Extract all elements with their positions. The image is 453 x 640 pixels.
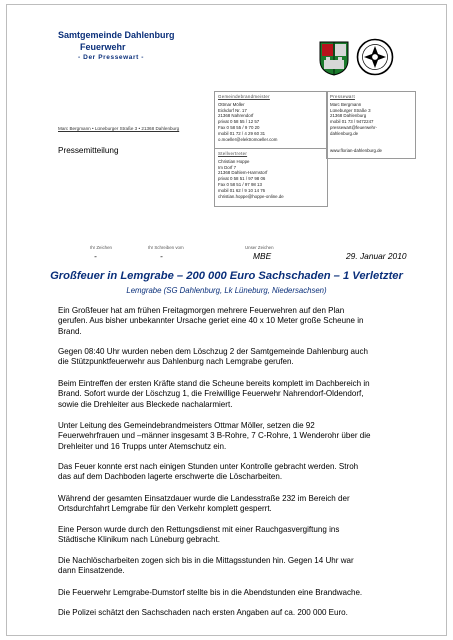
paragraph-6 — [58, 494, 412, 515]
website-link[interactable]: www.florian-dahlenburg.de — [330, 147, 382, 153]
ref-label-ihr-zeichen: Ihr Zeichen — [90, 245, 112, 250]
text-line: Beim Eintreffen der ersten Kräfte stand die Scheune bereits komplett im Dachbereich in — [58, 379, 370, 388]
ref-value-ihr-schreiben: - — [160, 251, 163, 261]
document-date: 29. Januar 2010 — [346, 251, 407, 261]
text-line: gerufen. Aus bisher unbekannter Ursache geriet eine 40 x 10 Meter große Scheune in — [58, 316, 364, 326]
ref-label-ihr-schreiben: Ihr Schreiben vom — [148, 245, 184, 250]
text-line: Die Feuerwehr Lemgrabe-Dumstorf stellte bis in die Abendstunden eine Brandwache. — [58, 588, 363, 597]
contact-line: mobil 01 72 / 4 29 60 31 — [218, 130, 266, 136]
paragraph-2 — [58, 347, 412, 368]
paragraph-3 — [58, 379, 412, 410]
text-line: Ein Großfeuer hat am frühen Freitagmorgen mehrere Feuerwehren auf den Plan — [58, 306, 345, 315]
article-subtitle: Lemgrabe (SG Dahlenburg, Lk Lüneburg, Niedersachsen) — [126, 286, 327, 295]
contact-line: privat 0 58 51 / 97 98 06 — [218, 176, 266, 182]
contact-line: 21368 Nahrendorf — [218, 113, 254, 119]
org-name: Samtgemeinde Dahlenburg — [58, 30, 175, 40]
paragraph-4 — [58, 421, 412, 452]
text-line: Die Polizei schätzt den Sachschaden nach ersten Angaben auf ca. 200 000 Euro. — [58, 608, 348, 617]
contact-heading: Pressewart — [330, 94, 355, 99]
contact-heading: Stellvertreter — [218, 151, 248, 156]
fire-brigade-emblem-icon — [356, 38, 394, 76]
text-line: Die Nachlöscharbeiten zogen sich bis in die Mittagsstunden hin. Gegen 14 Uhr war — [58, 556, 354, 565]
org-role: - Der Pressewart - — [78, 54, 145, 61]
text-line: Ortsdurchfahrt Lemgrabe für den Verkehr komplett gesperrt. — [58, 504, 272, 514]
org-unit: Feuerwehr — [80, 42, 126, 52]
contact-pressewart — [330, 94, 382, 153]
contact-gemeindebrandmeister — [218, 94, 277, 142]
text-line: Brand. — [58, 326, 82, 336]
contact-line: Im Dorf 7 — [218, 164, 237, 170]
text-line: Während der gesamten Einsatzdauer wurde die Landesstraße 232 im Bereich der — [58, 494, 350, 503]
ref-label-unser-zeichen: Unser Zeichen — [245, 245, 274, 250]
text-line: Drehleiter und 16 Trupps unter Atemschutz ein. — [58, 441, 227, 451]
contact-line: 21368 Dahlenburg — [330, 113, 367, 119]
contact-heading: Gemeindebrandmeister — [218, 94, 270, 99]
text-line: Eine Person wurde durch den Rettungsdienst mit einer Rauchgasvergiftung ins — [58, 525, 340, 534]
text-line: Gegen 08:40 Uhr wurden neben dem Löschzug 2 der Samtgemeinde Dahlenburg auch — [58, 347, 369, 356]
paragraph-1 — [58, 306, 412, 337]
text-line: Das Feuer konnte erst nach einigen Stunden unter Kontrolle gebracht werden. Stroh — [58, 462, 359, 471]
paragraph-7 — [58, 525, 412, 546]
contact-email[interactable]: dahlenburg.de — [330, 130, 359, 136]
contact-line: Christian Hoppe — [218, 158, 250, 164]
ref-value-unser-zeichen: MBE — [253, 251, 272, 261]
text-line: das auf dem Dachboden lagerte erschwerte die Löscharbeiten. — [58, 472, 283, 482]
contact-line: privat 0 58 55 / 12 57 — [218, 119, 260, 125]
text-line: Unter Leitung des Gemeindebrandmeisters Ottmar Möller, setzen die 92 — [58, 421, 315, 430]
contacts-divider — [214, 148, 326, 149]
contact-line: Marc Bergmann — [330, 101, 362, 107]
contact-email[interactable]: christian.hoppe@hoppe-online.de — [218, 193, 284, 199]
ref-value-ihr-zeichen: - — [94, 251, 97, 261]
text-line: sowie die Drehleiter aus Bleckede nachalarmiert. — [58, 399, 233, 409]
text-line: dann Einsatzende. — [58, 566, 125, 576]
contact-line: Fax 0 58 55 / 9 70 20 — [218, 124, 260, 130]
contact-line: mobil 01 62 / 9 10 14 76 — [218, 187, 266, 193]
contact-email[interactable]: pressewart@feuerwehr- — [330, 124, 377, 130]
contact-line: Fax 0 58 51 / 97 98 13 — [218, 181, 262, 187]
contact-email[interactable]: o.moeller@elektromoeller.com — [218, 136, 278, 142]
paragraph-5 — [58, 462, 412, 483]
document-type: Pressemitteilung — [58, 146, 119, 155]
text-line: die Stützpunktfeuerwehr aus Dahlenburg nach Lemgrabe gerufen. — [58, 357, 294, 367]
contact-line: Ottmar Möller — [218, 101, 245, 107]
text-line: Städtische Klinikum nach Lüneburg gebracht. — [58, 535, 220, 545]
contact-line: mobil 01 73 / 9472247 — [330, 119, 374, 125]
text-line: Feuerwehrfrauen und –männer insgesamt 3 B-Rohre, 7 C-Rohre, 1 Wenderohr über die — [58, 431, 371, 441]
paragraph-9 — [58, 588, 412, 598]
coat-of-arms-icon — [318, 40, 350, 76]
article-title: Großfeuer in Lemgrabe – 200 000 Euro Sachschaden – 1 Verletzter — [50, 270, 403, 282]
contact-line: 21368 Dahlem-Harmstorf — [218, 170, 268, 176]
contact-stellvertreter — [218, 151, 284, 199]
paragraph-10 — [58, 608, 412, 618]
paragraph-8 — [58, 556, 412, 577]
text-line: Brand. Sofort wurde der Löschzug 1, die Freiwillige Feuerwehr Nahrendorf-Oldendorf, — [58, 389, 364, 399]
contact-line: Eickdorf Nr. 17 — [218, 107, 247, 113]
sender-line: Marc Bergmann • Lüneburger Straße 3 • 21368 Dahlenburg — [58, 126, 180, 131]
contact-line: Lüneburger Straße 3 — [330, 107, 371, 113]
